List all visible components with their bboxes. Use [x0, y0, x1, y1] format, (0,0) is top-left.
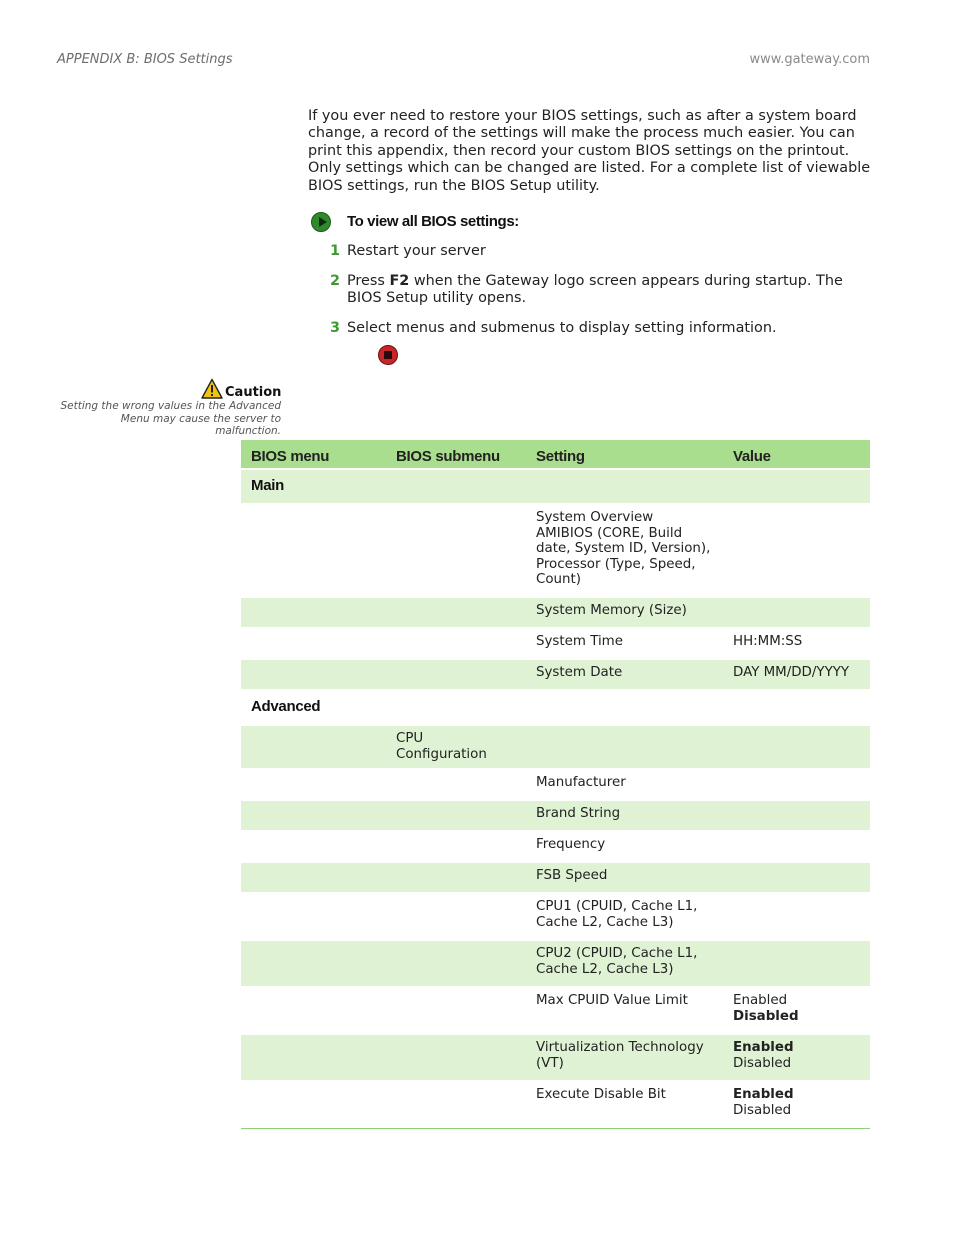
value-cell: [723, 1081, 870, 1128]
intro-paragraph: If you ever need to restore your BIOS settings, such as after a system board change, a record of the settings will make the process much easier. You can print this appendix, then record your custom BIOS settings on the printout. Only settings which can be changed are listed. For a complete list of viewable BIOS settings, run the BIOS Setup utility.: [308, 108, 871, 194]
caution-text: Setting the wrong values in the Advanced Menu may cause the server to malfunction.: [60, 400, 281, 438]
table-row: [241, 1081, 870, 1128]
warning-triangle-icon: [201, 378, 223, 400]
menu-cell: [241, 1081, 386, 1128]
column-header-setting: Setting: [526, 440, 723, 469]
table-row: [241, 893, 870, 940]
setting-cell: Manufacturer: [526, 769, 723, 800]
value-cell: [723, 504, 870, 597]
value-cell: [723, 597, 870, 628]
caution-title: Caution: [225, 385, 282, 400]
value-cell: [723, 690, 870, 725]
table-row: [241, 1034, 870, 1081]
value-option: DAY MM/DD/YYYY: [733, 665, 850, 680]
setting-cell: Brand String: [526, 800, 723, 831]
step-text: Select menus and submenus to display setting information.: [347, 320, 777, 336]
step-text: Restart your server: [347, 243, 486, 259]
menu-cell: [241, 987, 386, 1034]
value-cell: [723, 628, 870, 659]
column-header-submenu: BIOS submenu: [386, 440, 526, 469]
table-row: [241, 659, 870, 690]
step-number: 1: [330, 243, 341, 259]
setting-cell: Max CPUID Value Limit: [526, 987, 723, 1034]
setting-cell: System Memory (Size): [526, 597, 723, 628]
procedure-title: To view all BIOS settings:: [347, 213, 519, 230]
running-header-title: APPENDIX B: BIOS Settings: [57, 52, 233, 67]
menu-cell: [241, 862, 386, 893]
menu-cell: [241, 628, 386, 659]
submenu-cell: [386, 987, 526, 1034]
setting-cell: [526, 469, 723, 504]
setting-cell: Execute Disable Bit: [526, 1081, 723, 1128]
menu-cell: [241, 725, 386, 769]
value-option: Disabled: [733, 1055, 792, 1071]
table-row: [241, 504, 870, 597]
setting-cell: FSB Speed: [526, 862, 723, 893]
submenu-cell: [386, 469, 526, 504]
submenu-cell: [386, 769, 526, 800]
table-row: [241, 469, 870, 504]
step-number: 3: [330, 320, 341, 336]
value-cell: [723, 800, 870, 831]
table-row: [241, 725, 870, 769]
step-number: 2: [330, 273, 341, 289]
step-text: Press F2 when the Gateway logo screen appears during startup. The BIOS Setup utility opens.: [347, 273, 843, 307]
value-option: Enabled: [733, 1087, 794, 1103]
value-cell: [723, 769, 870, 800]
value-option: HH:MM:SS: [733, 634, 803, 649]
setting-cell: CPU2 (CPUID, Cache L1, Cache L2, Cache L3): [526, 940, 723, 987]
procedure-step: [330, 273, 875, 308]
menu-cell: Main: [241, 469, 386, 504]
menu-cell: [241, 800, 386, 831]
submenu-cell: [386, 831, 526, 862]
menu-cell: Advanced: [241, 690, 386, 725]
value-option: Disabled: [733, 1008, 799, 1024]
submenu-cell: [386, 504, 526, 597]
menu-cell: [241, 893, 386, 940]
table-row: [241, 800, 870, 831]
setting-cell: System Date: [526, 659, 723, 690]
submenu-cell: CPU Configuration: [386, 725, 526, 769]
setting-cell: System Time: [526, 628, 723, 659]
table-row: [241, 597, 870, 628]
play-arrow-icon: [311, 212, 331, 232]
submenu-cell: [386, 940, 526, 987]
submenu-cell: [386, 862, 526, 893]
table-row: [241, 987, 870, 1034]
table-row: [241, 940, 870, 987]
value-option: Disabled: [733, 1102, 792, 1118]
setting-cell: System Overview AMIBIOS (CORE, Build date, System ID, Version), Processor (Type, Speed, Count): [526, 504, 723, 597]
menu-cell: [241, 769, 386, 800]
value-cell: [723, 469, 870, 504]
setting-cell: [526, 725, 723, 769]
value-cell: [723, 725, 870, 769]
column-header-menu: BIOS menu: [241, 440, 386, 469]
setting-cell: Virtualization Technology (VT): [526, 1034, 723, 1081]
menu-cell: [241, 940, 386, 987]
value-option: Enabled: [733, 993, 788, 1009]
setting-cell: [526, 690, 723, 725]
menu-cell: [241, 831, 386, 862]
value-cell: [723, 659, 870, 690]
setting-cell: CPU1 (CPUID, Cache L1, Cache L2, Cache L3): [526, 893, 723, 940]
submenu-cell: [386, 893, 526, 940]
submenu-cell: [386, 800, 526, 831]
table-row: [241, 690, 870, 725]
bios-settings-table: [241, 440, 870, 1129]
value-cell: [723, 940, 870, 987]
menu-cell: [241, 504, 386, 597]
value-cell: [723, 987, 870, 1034]
submenu-cell: [386, 597, 526, 628]
menu-cell: [241, 1034, 386, 1081]
value-cell: [723, 831, 870, 862]
table-header-row: [241, 440, 870, 469]
menu-cell: [241, 659, 386, 690]
value-option: Enabled: [733, 1040, 794, 1056]
submenu-cell: [386, 628, 526, 659]
menu-cell: [241, 597, 386, 628]
procedure-step: [330, 320, 875, 337]
table-row: [241, 769, 870, 800]
submenu-cell: [386, 659, 526, 690]
submenu-cell: [386, 1034, 526, 1081]
value-cell: [723, 893, 870, 940]
key-name: F2: [389, 273, 410, 289]
stop-icon: [378, 345, 398, 365]
table-row: [241, 862, 870, 893]
running-header-url: www.gateway.com: [749, 52, 870, 67]
submenu-cell: [386, 1081, 526, 1128]
procedure-step: [330, 243, 875, 260]
table-row: [241, 831, 870, 862]
setting-cell: Frequency: [526, 831, 723, 862]
table-row: [241, 628, 870, 659]
value-cell: [723, 1034, 870, 1081]
submenu-cell: [386, 690, 526, 725]
column-header-value: Value: [723, 440, 870, 469]
value-cell: [723, 862, 870, 893]
